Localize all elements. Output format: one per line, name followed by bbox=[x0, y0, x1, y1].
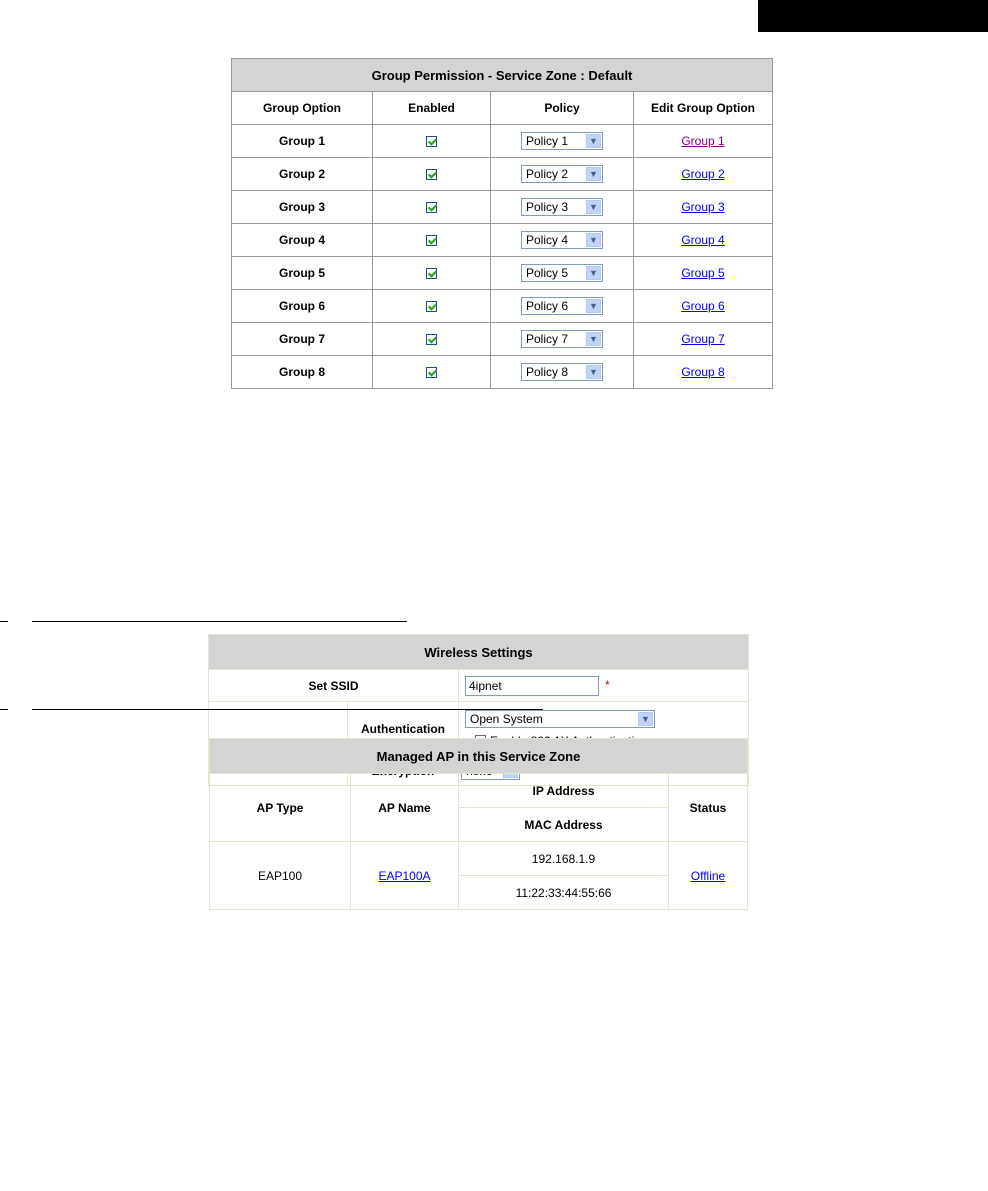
section-rule-short bbox=[0, 621, 8, 622]
policy-select[interactable] bbox=[521, 330, 603, 348]
edit-group-link[interactable]: Group 2 bbox=[681, 167, 725, 181]
enabled-checkbox[interactable] bbox=[426, 169, 437, 180]
col-enabled: Enabled bbox=[373, 92, 491, 125]
edit-group-link[interactable]: Group 7 bbox=[681, 332, 725, 346]
policy-select-value: Policy 2 bbox=[526, 167, 569, 181]
edit-group-link[interactable]: Group 3 bbox=[681, 200, 725, 214]
edit-group-link[interactable]: Group 6 bbox=[681, 299, 725, 313]
wireless-settings-title: Wireless Settings bbox=[209, 635, 749, 670]
enabled-cell bbox=[373, 158, 491, 191]
section-rule bbox=[32, 709, 543, 710]
managed-ap-title: Managed AP in this Service Zone bbox=[210, 739, 748, 774]
policy-select[interactable] bbox=[521, 165, 603, 183]
group-permission-header-row bbox=[232, 92, 773, 125]
policy-cell bbox=[491, 356, 634, 389]
chevron-down-icon: ▼ bbox=[586, 299, 601, 313]
edit-group-link[interactable]: Group 4 bbox=[681, 233, 725, 247]
enabled-cell bbox=[373, 290, 491, 323]
table-row bbox=[232, 191, 773, 224]
policy-select-value: Policy 7 bbox=[526, 332, 569, 346]
group-name: Group 5 bbox=[232, 257, 373, 290]
group-name: Group 2 bbox=[232, 158, 373, 191]
policy-cell bbox=[491, 290, 634, 323]
enabled-cell bbox=[373, 323, 491, 356]
enabled-checkbox[interactable] bbox=[426, 235, 437, 246]
edit-cell bbox=[634, 125, 773, 158]
edit-group-link[interactable]: Group 8 bbox=[681, 365, 725, 379]
edit-cell bbox=[634, 191, 773, 224]
chevron-down-icon: ▼ bbox=[586, 134, 601, 148]
chevron-down-icon: ▼ bbox=[586, 365, 601, 379]
ap-ip: 192.168.1.9 bbox=[459, 842, 669, 876]
enabled-checkbox[interactable] bbox=[426, 268, 437, 279]
policy-select[interactable] bbox=[521, 231, 603, 249]
chevron-down-icon: ▼ bbox=[586, 167, 601, 181]
auth-label: Authentication bbox=[348, 702, 459, 756]
table-row bbox=[232, 125, 773, 158]
policy-select-value: Policy 8 bbox=[526, 365, 569, 379]
policy-select-value: Policy 6 bbox=[526, 299, 569, 313]
edit-cell bbox=[634, 290, 773, 323]
col-status: Status bbox=[669, 774, 748, 842]
managed-ap-header-row bbox=[210, 774, 748, 808]
policy-select-value: Policy 4 bbox=[526, 233, 569, 247]
group-name: Group 4 bbox=[232, 224, 373, 257]
authentication-select[interactable] bbox=[465, 710, 655, 728]
table-row bbox=[210, 842, 748, 876]
edit-group-link[interactable]: Group 1 bbox=[681, 134, 725, 148]
group-name: Group 6 bbox=[232, 290, 373, 323]
ssid-label: Set SSID bbox=[209, 670, 459, 702]
policy-cell bbox=[491, 323, 634, 356]
ap-name-cell bbox=[351, 842, 459, 910]
enabled-cell bbox=[373, 224, 491, 257]
group-permission-table bbox=[231, 58, 773, 389]
enabled-cell bbox=[373, 257, 491, 290]
group-name: Group 8 bbox=[232, 356, 373, 389]
col-mac-address: MAC Address bbox=[459, 808, 669, 842]
policy-select[interactable] bbox=[521, 297, 603, 315]
ap-type: EAP100 bbox=[210, 842, 351, 910]
ap-name-link[interactable]: EAP100A bbox=[378, 868, 431, 883]
table-row bbox=[232, 356, 773, 389]
chevron-down-icon: ▼ bbox=[586, 233, 601, 247]
col-ap-type: AP Type bbox=[210, 774, 351, 842]
ap-mac: 11:22:33:44:55:66 bbox=[459, 876, 669, 910]
col-edit-group-option: Edit Group Option bbox=[634, 92, 773, 125]
policy-select[interactable] bbox=[521, 198, 603, 216]
corner-black-tab bbox=[758, 0, 988, 32]
managed-ap-table bbox=[209, 738, 748, 910]
edit-cell bbox=[634, 323, 773, 356]
table-row bbox=[232, 158, 773, 191]
table-row bbox=[232, 224, 773, 257]
policy-select[interactable] bbox=[521, 132, 603, 150]
required-mark: * bbox=[605, 677, 610, 692]
policy-select[interactable] bbox=[521, 363, 603, 381]
table-row bbox=[232, 290, 773, 323]
policy-select-value: Policy 1 bbox=[526, 134, 569, 148]
chevron-down-icon: ▼ bbox=[586, 200, 601, 214]
chevron-down-icon: ▼ bbox=[638, 712, 653, 726]
policy-cell bbox=[491, 158, 634, 191]
group-name: Group 7 bbox=[232, 323, 373, 356]
edit-cell bbox=[634, 257, 773, 290]
edit-cell bbox=[634, 224, 773, 257]
enabled-checkbox[interactable] bbox=[426, 301, 437, 312]
enabled-checkbox[interactable] bbox=[426, 334, 437, 345]
enabled-cell bbox=[373, 191, 491, 224]
enabled-cell bbox=[373, 356, 491, 389]
ap-status-cell bbox=[669, 842, 748, 910]
policy-cell bbox=[491, 224, 634, 257]
col-ip-address: IP Address bbox=[459, 774, 669, 808]
enabled-cell bbox=[373, 125, 491, 158]
authentication-select-value: Open System bbox=[470, 711, 543, 726]
col-group-option: Group Option bbox=[232, 92, 373, 125]
edit-group-link[interactable]: Group 5 bbox=[681, 266, 725, 280]
policy-cell bbox=[491, 191, 634, 224]
ssid-row bbox=[209, 670, 749, 702]
policy-select-value: Policy 5 bbox=[526, 266, 569, 280]
ap-status-link[interactable]: Offline bbox=[690, 868, 726, 883]
edit-cell bbox=[634, 158, 773, 191]
group-name: Group 3 bbox=[232, 191, 373, 224]
table-row bbox=[232, 323, 773, 356]
table-row bbox=[232, 257, 773, 290]
policy-cell bbox=[491, 257, 634, 290]
enabled-checkbox[interactable] bbox=[426, 136, 437, 147]
chevron-down-icon: ▼ bbox=[586, 266, 601, 280]
chevron-down-icon: ▼ bbox=[586, 332, 601, 346]
edit-cell bbox=[634, 356, 773, 389]
enabled-checkbox[interactable] bbox=[426, 367, 437, 378]
policy-select[interactable] bbox=[521, 264, 603, 282]
ssid-cell bbox=[459, 670, 749, 702]
col-policy: Policy bbox=[491, 92, 634, 125]
enabled-checkbox[interactable] bbox=[426, 202, 437, 213]
section-rule bbox=[32, 621, 407, 622]
section-rule-short bbox=[0, 709, 8, 710]
group-name: Group 1 bbox=[232, 125, 373, 158]
group-permission-title: Group Permission - Service Zone : Default bbox=[232, 59, 773, 92]
policy-select-value: Policy 3 bbox=[526, 200, 569, 214]
policy-cell bbox=[491, 125, 634, 158]
group-permission-rows bbox=[232, 125, 773, 389]
col-ap-name: AP Name bbox=[351, 774, 459, 842]
ssid-input[interactable]: 4ipnet bbox=[465, 676, 599, 696]
